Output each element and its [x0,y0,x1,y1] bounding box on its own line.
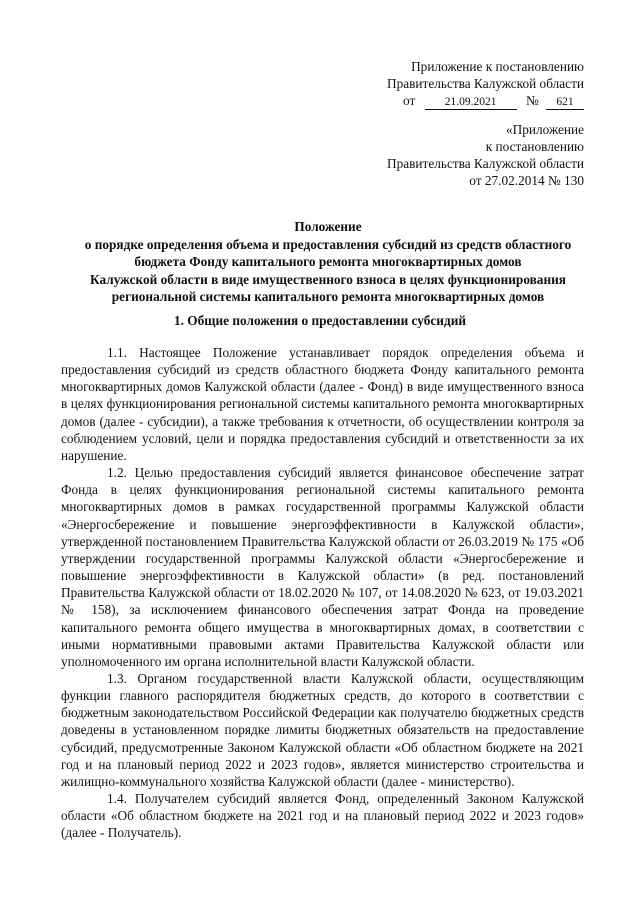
title-line-4: Калужской области в виде имущественного взноса в целях функционирования [90,271,566,287]
title-line-5: региональной системы капитального ремонта многоквартирных домов [111,289,545,304]
prev-header-line-3: Правительства Калужской области [387,156,584,171]
section-heading: 1. Общие положения о предоставлении субсидий [173,313,467,328]
date-prefix: от [403,93,416,108]
previous-appendix-header [387,121,584,189]
header-line-1: Приложение к постановлению [411,59,584,74]
number-prefix: № [525,93,539,108]
title-line-3: бюджета Фонду капитального ремонта многоквартирных домов [134,254,522,269]
header-date-line [387,92,584,110]
paragraph-1-1: 1.1. Настоящее Положение устанавливает порядок определения объема и предоставления субсидий из средств областного бюджета Фонду капитального ремонта многоквартирных домов Калужской области (далее - Фонд) в виде имущественного взноса в целях функционирования региональной системы капитального ремонта многоквартирных домов (далее - субсидии), а также требования к отчетности, об осуществлении контроля за соблюдением условий, цели и порядка предоставления субсидий и ответственности за их нарушение. [61,345,584,463]
date-field: 21.09.2021 [425,96,517,110]
paragraph-1-4: 1.4. Получателем субсидий является Фонд, определенный Законом Калужской области «Об областном бюджете на 2021 год и на плановый период 2022 и 2023 годов» (далее - Получатель). [61,791,584,841]
number-field: 621 [546,96,584,110]
paragraph-1-2: 1.2. Целью предоставления субсидий является финансовое обеспечение затрат Фонда в целях функционирования региональной системы капитального ремонта многоквартирных домов в рамках государственной программы Калужской области «Энергосбережение и повышение энергоэффективности в Калужской области», утвержденной постановлением Правительства Калужской области от 26.03.2019 № 175 «Об утверждении государственной программы Калужской области «Энергосбережение и повышение энергоэффективности в Калужской области» (в ред. постановлений Правительства Калужской области от 18.02.2020 № 107, от 14.08.2020 № 623, от 19.03.2021 № 158), за исключением финансового обеспечения затрат Фонда на проведение капитального ремонта общего имущества в многоквартирных домах, в соответствии с иными нормативными правовыми актами Правительства Калужской области или уполномоченного им органа исполнительной власти Калужской области. [61,465,584,669]
document-body [61,344,584,842]
prev-header-line-2: к постановлению [485,139,584,154]
header-line-2: Правительства Калужской области [387,76,584,91]
prev-header-line-4: от 27.02.2014 № 130 [469,173,584,188]
title-line-2: о порядке определения объема и предоставления субсидий из средств областного [84,236,572,252]
prev-header-line-1: «Приложение [505,122,584,137]
document-title [40,218,616,306]
paragraph-1-3: 1.3. Органом государственной власти Калужской области, осуществляющим функции главного распорядителя бюджетных средств, до которого в соответствии с бюджетным законодательством Российской Федерации как получателю бюджетных средств доведены в установленном порядке лимиты бюджетных обязательств на предоставление субсидий, предусмотренные Законом Калужской области «Об областном бюджете на 2021 год и на плановый период 2022 и 2023 годов», является министерство строительства и жилищно-коммунального хозяйства Калужской области (далее - министерство). [61,670,584,789]
resolution-header [387,58,584,110]
title-line-1: Положение [294,219,362,234]
